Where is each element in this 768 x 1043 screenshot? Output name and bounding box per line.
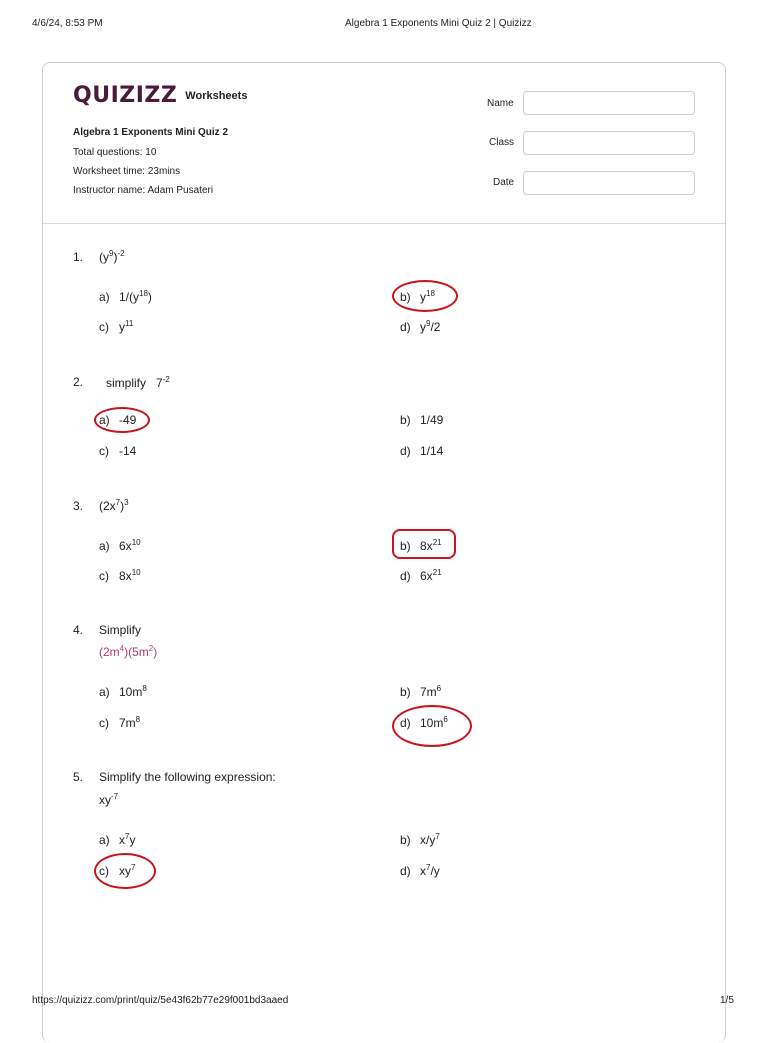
date-label: Date [493,177,515,188]
instructor-name: Instructor name: Adam Pusateri [73,185,214,196]
option-d: d) 1/14 [400,444,444,458]
option-d: d) $y^9/2$ [400,319,441,334]
option-a: a) $10m^8$ [99,684,147,699]
date-field[interactable] [523,171,695,195]
option-b: b) $7m^6$ [400,684,442,699]
option-a: a) $6x^{10}$ [99,538,141,553]
print-url: https://quizizz.com/print/quiz/5e43f62b77e29f001bd3aaed [32,995,289,1006]
worksheet-time: Worksheet time: 23mins [73,166,181,177]
option-b: b) 1/49 [400,413,444,427]
quiz-title: Algebra 1 Exponents Mini Quiz 2 [73,127,229,138]
option-b: b) $y^{18}$ [400,289,435,304]
option-d: d) $6x^{21}$ [400,568,442,583]
option-c: c) $8x^{10}$ [99,568,141,583]
option-b: b) $x/y^7$ [400,832,440,847]
print-datetime: 4/6/24, 8:53 PM [32,18,103,29]
name-label: Name [487,98,514,109]
question-text: $(y^9)^{-2}$ [99,249,125,264]
option-c: c) $7m^8$ [99,715,141,730]
option-a: a) $x^7y$ [99,832,136,847]
option-c: c) -14 [99,444,137,458]
option-d: d) $10m^6$ [400,715,448,730]
brand-subtitle: Worksheets [185,89,248,102]
question-number: 1. [73,250,84,264]
total-questions: Total questions: 10 [73,147,157,158]
question-text: $(2x^7)^3$ [99,498,129,513]
class-field[interactable] [523,131,695,155]
brand-logo: QUIZIZZ [73,83,178,108]
question-text: simplify $7^{-2}$ [106,375,170,390]
question-number: 4. [73,623,84,637]
name-field[interactable] [523,91,695,115]
question-expression: $(2m^4)(5m^2)$ [99,644,158,659]
option-c: c) $xy^7$ [99,863,136,878]
class-label: Class [489,137,515,148]
question-text: Simplify the following expression: [99,770,276,784]
worksheet-header [43,63,725,224]
logo [73,83,247,108]
option-c: c) $y^{11}$ [99,319,134,334]
question-number: 2. [73,375,84,389]
option-b: b) $8x^{21}$ [400,538,442,553]
worksheet-card [42,62,726,1043]
option-a: a) $1/(y^{18})$ [99,289,152,304]
print-page-title: Algebra 1 Exponents Mini Quiz 2 | Quizizz [345,18,532,29]
question-number: 5. [73,770,84,784]
print-page-count: 1/5 [720,995,734,1006]
question-number: 3. [73,499,84,513]
question-text: Simplify [99,623,142,637]
option-a: a) -49 [99,413,137,427]
question-expression: $xy^{-7}$ [99,792,119,807]
option-d: d) $x^7/y$ [400,863,440,878]
